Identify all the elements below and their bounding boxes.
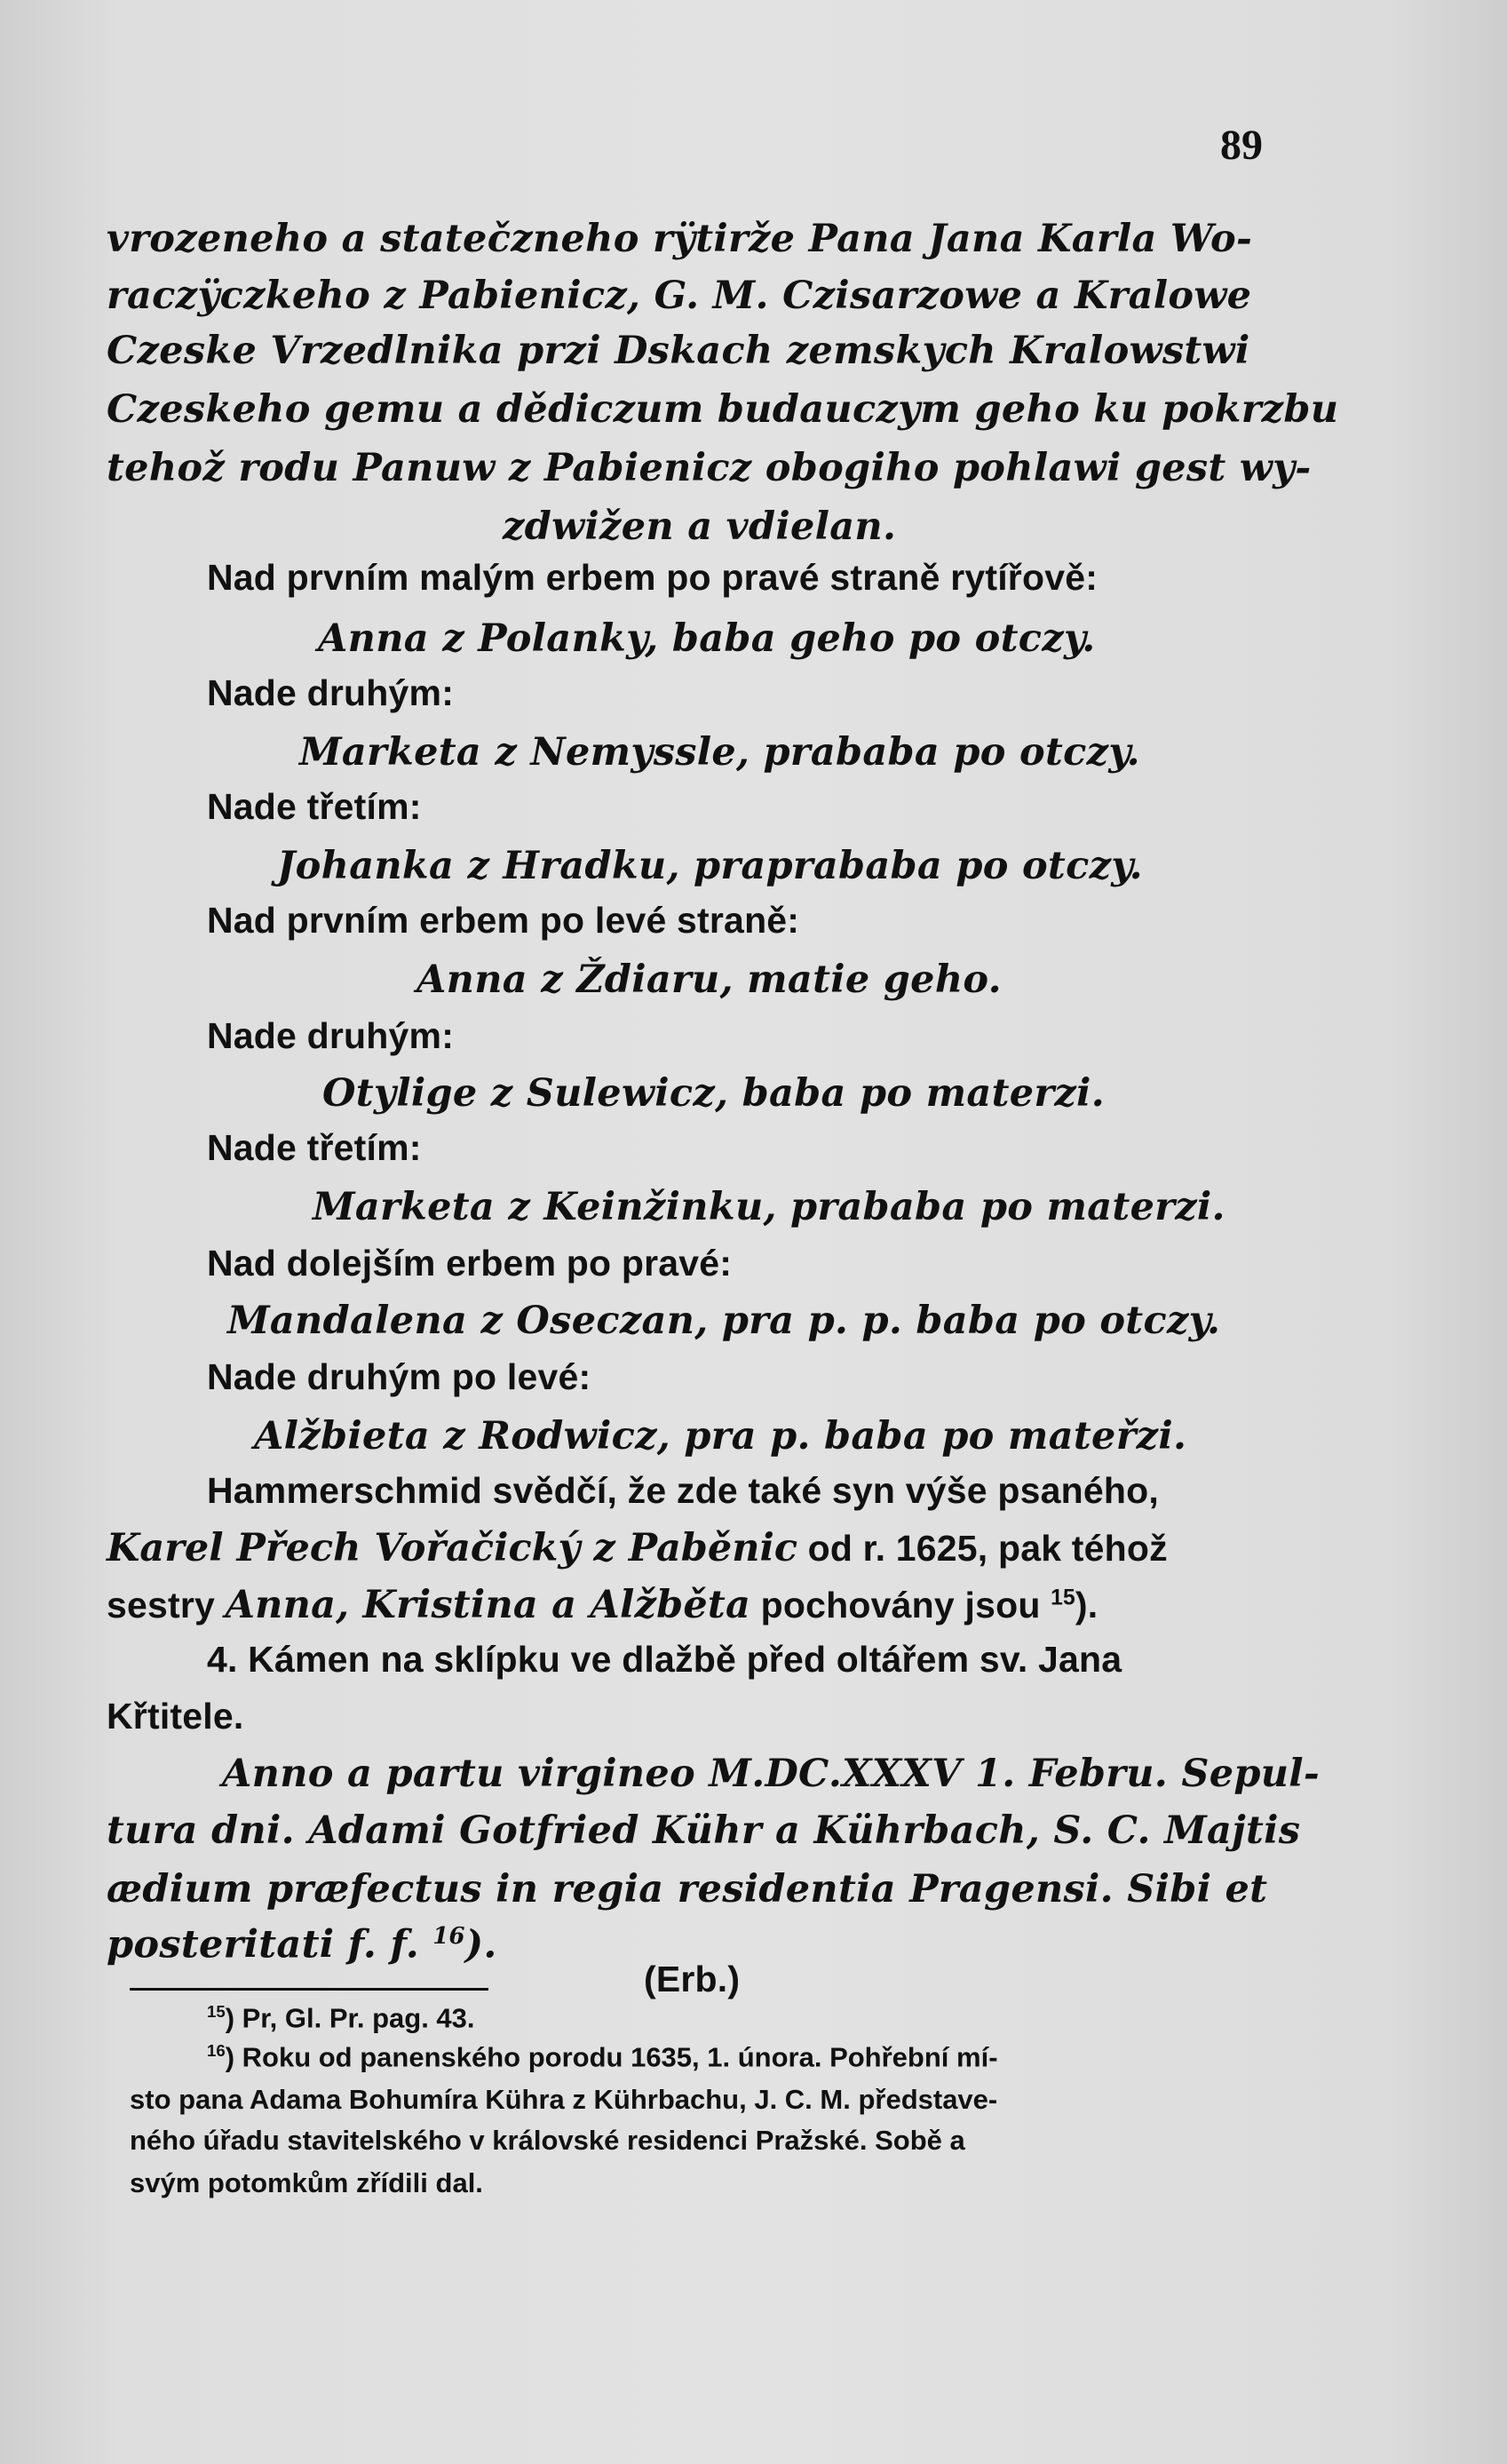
text-line-25-c: pochovány jsou bbox=[750, 1585, 1051, 1625]
text-line-20: Mandalena z Oseczan, pra p. p. baba po otczy. bbox=[227, 1299, 1221, 1343]
text-line-7: Nad prvním malým erbem po pravé straně rytířově: bbox=[207, 557, 1099, 598]
text-line-22: Alžbieta z Rodwicz, pra p. baba po mateřzi. bbox=[254, 1414, 1187, 1459]
text-line-24-name: Karel Přech Vořačický z Paběnic bbox=[107, 1526, 798, 1570]
footnote-16-text: ) Roku od panenského porodu 1635, 1. února. Pohřební mí- bbox=[225, 2041, 998, 2073]
footnote-16-number: 16 bbox=[207, 2041, 226, 2060]
text-line-4: Czeskeho gemu a dědiczum budauczym geho ku pokrzbu bbox=[107, 387, 1339, 432]
text-line-25-names: Anna, Kristina a Alžběta bbox=[225, 1583, 751, 1627]
text-line-9: Nade druhým: bbox=[207, 672, 455, 713]
footnote-16-line-4: svým potomkům zřídili dal. bbox=[130, 2167, 483, 2198]
footnote-15-number: 15 bbox=[207, 2002, 226, 2021]
text-line-31-b: ). bbox=[464, 1922, 497, 1967]
footnote-16-line-1 bbox=[207, 2043, 998, 2071]
text-line-17: Nade třetím: bbox=[207, 1127, 422, 1168]
text-line-12: Johanka z Hradku, praprababa po otczy. bbox=[277, 844, 1143, 888]
text-line-1: vrozeneho a statečzneho rÿtirže Pana Jana Karla Wo- bbox=[107, 217, 1253, 261]
text-line-26: 4. Kámen na sklípku ve dlažbě před oltářem sv. Jana bbox=[207, 1639, 1122, 1680]
text-line-6: zdwižen a vdielan. bbox=[503, 505, 897, 549]
text-line-24 bbox=[107, 1526, 1168, 1570]
text-line-5: tehož rodu Panuw z Pabienicz obogiho pohlawi gest wy- bbox=[107, 446, 1312, 490]
text-line-11: Nade třetím: bbox=[207, 786, 422, 827]
text-line-14: Anna z Ždiaru, matie geho. bbox=[416, 958, 1002, 1002]
footnote-16-line-2: sto pana Adama Bohumíra Kühra z Kührbachu, J. C. M. představe- bbox=[130, 2084, 998, 2115]
text-line-31 bbox=[107, 1922, 497, 1967]
footnote-ref-16: 16 bbox=[432, 1923, 465, 1950]
text-line-3: Czeske Vrzedlnika przi Dskach zemskych Kralowstwi bbox=[107, 329, 1250, 373]
text-line-25-d: ). bbox=[1075, 1585, 1099, 1625]
text-line-25 bbox=[107, 1583, 1099, 1627]
text-line-24-rest: od r. 1625, pak téhož bbox=[797, 1528, 1168, 1569]
text-line-25-a: sestry bbox=[107, 1585, 226, 1625]
text-line-27: Křtitele. bbox=[107, 1696, 244, 1737]
text-line-10: Marketa z Nemyssle, prababa po otczy. bbox=[299, 730, 1140, 775]
text-line-8: Anna z Polanky, baba geho po otczy. bbox=[318, 616, 1096, 661]
page-number: 89 bbox=[1220, 122, 1263, 169]
footnote-15 bbox=[207, 2002, 475, 2034]
footnote-divider bbox=[130, 1988, 488, 1991]
footnote-16-line-3: ného úřadu stavitelského v královské residenci Pražské. Sobě a bbox=[130, 2125, 965, 2156]
text-line-31-a: posteritati f. f. bbox=[107, 1922, 433, 1967]
text-line-30: ædium præfectus in regia residentia Pragensi. Sibi et bbox=[107, 1867, 1268, 1912]
text-line-16: Otylige z Sulewicz, baba po materzi. bbox=[322, 1071, 1105, 1116]
text-line-2: raczÿczkeho z Pabienicz, G. M. Czisarzowe a Kralowe bbox=[107, 274, 1252, 318]
text-line-13: Nad prvním erbem po levé straně: bbox=[207, 900, 800, 941]
text-line-29: tura dni. Adami Gotfried Kühr a Kührbach, S. C. Majtis bbox=[107, 1808, 1301, 1853]
text-line-21: Nade druhým po levé: bbox=[207, 1356, 591, 1397]
footnote-ref-15: 15 bbox=[1051, 1586, 1075, 1610]
text-line-18: Marketa z Keinžinku, prababa po materzi. bbox=[313, 1185, 1225, 1229]
text-line-19: Nad dolejším erbem po pravé: bbox=[207, 1243, 733, 1284]
text-line-15: Nade druhým: bbox=[207, 1015, 455, 1056]
erb-label: (Erb.) bbox=[644, 1959, 741, 1999]
text-line-28: Anno a partu virgineo M.DC.XXXV 1. Febru. Sepul- bbox=[222, 1752, 1321, 1796]
text-line-23: Hammerschmid svědčí, že zde také syn výše psaného, bbox=[207, 1470, 1159, 1511]
footnote-15-text: ) Pr, Gl. Pr. pag. 43. bbox=[225, 2002, 475, 2034]
